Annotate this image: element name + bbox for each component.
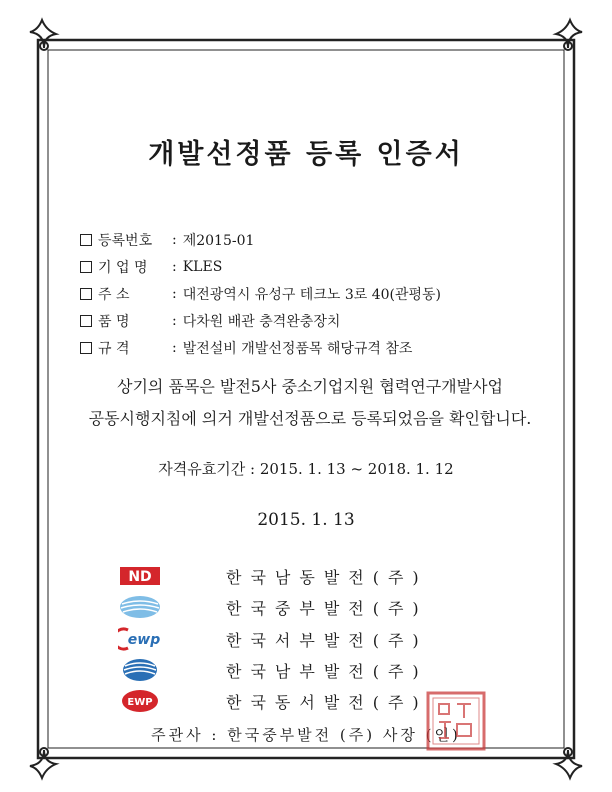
org-row-kosep <box>118 561 478 591</box>
field-separator: : <box>172 312 177 329</box>
corner-ornament-bottom-left <box>30 748 56 778</box>
field-value: KLES <box>182 258 223 275</box>
field-separator: : <box>172 285 177 302</box>
validity-period: 자격유효기간 : 2015. 1. 13 ~ 2018. 1. 12 <box>158 460 454 478</box>
field-label: 품 명 <box>98 313 130 330</box>
host-organization-line: 주관사 : 한국중부발전 (주) 사장 (인) <box>151 726 461 744</box>
org-name: 한국서부발전(주) <box>226 630 428 650</box>
field-separator: : <box>172 231 177 248</box>
field-label: 주 소 <box>98 286 130 303</box>
field-label: 규 격 <box>98 340 130 357</box>
field-label: 기 업 명 <box>98 259 148 276</box>
certification-statement-line-1: 상기의 품목은 발전5사 중소기업지원 협력연구개발사업 <box>116 377 503 396</box>
field-separator: : <box>172 258 177 275</box>
field-label: 등록번호 <box>98 232 153 249</box>
ewp-logo-text: EWP <box>127 697 153 708</box>
kowepo-logo-icon <box>118 626 162 652</box>
field-registration-number <box>80 226 441 253</box>
komipo-logo-icon <box>118 594 162 620</box>
certificate-fields <box>80 226 441 361</box>
field-value: 대전광역시 유성구 테크노 3로 40(관평동) <box>182 286 442 303</box>
corner-ornament-top-left <box>30 20 56 50</box>
org-row-komipo <box>118 592 478 622</box>
corner-ornament-top-right <box>556 20 582 50</box>
checkbox-icon <box>80 342 92 354</box>
issue-date: 2015. 1. 13 <box>257 510 355 530</box>
field-product-name <box>80 307 441 334</box>
org-name: 한국동서발전(주) <box>226 692 428 712</box>
org-row-kospo <box>118 655 478 685</box>
corner-ornament-bottom-right <box>556 748 582 778</box>
field-company-name <box>80 253 441 280</box>
field-address <box>80 280 441 307</box>
org-row-kowepo <box>118 624 478 654</box>
field-value: 다차원 배관 충격완충장치 <box>182 313 341 330</box>
kosep-logo-icon <box>118 563 162 589</box>
certificate-title: 개발선정품 등록 인증서 <box>148 139 464 170</box>
org-name: 한국중부발전(주) <box>226 598 428 618</box>
official-seal-stamp <box>425 690 487 752</box>
ewp-logo-icon <box>118 688 162 714</box>
org-name: 한국남부발전(주) <box>226 661 428 681</box>
kosep-logo-text: ND <box>128 569 152 585</box>
org-name: 한국남동발전(주) <box>226 567 428 587</box>
kowepo-logo-text: ewp <box>127 632 161 648</box>
checkbox-icon <box>80 315 92 327</box>
checkbox-icon <box>80 288 92 300</box>
field-value: 제2015-01 <box>182 232 255 249</box>
certification-statement-line-2: 공동시행지침에 의거 개발선정품으로 등록되었음을 확인합니다. <box>88 409 532 428</box>
field-specification <box>80 334 441 361</box>
org-row-ewp <box>118 686 478 716</box>
checkbox-icon <box>80 261 92 273</box>
checkbox-icon <box>80 234 92 246</box>
kospo-logo-icon <box>118 657 162 683</box>
field-separator: : <box>172 339 177 356</box>
field-value: 발전설비 개발선정품목 해당규격 참조 <box>182 340 413 357</box>
